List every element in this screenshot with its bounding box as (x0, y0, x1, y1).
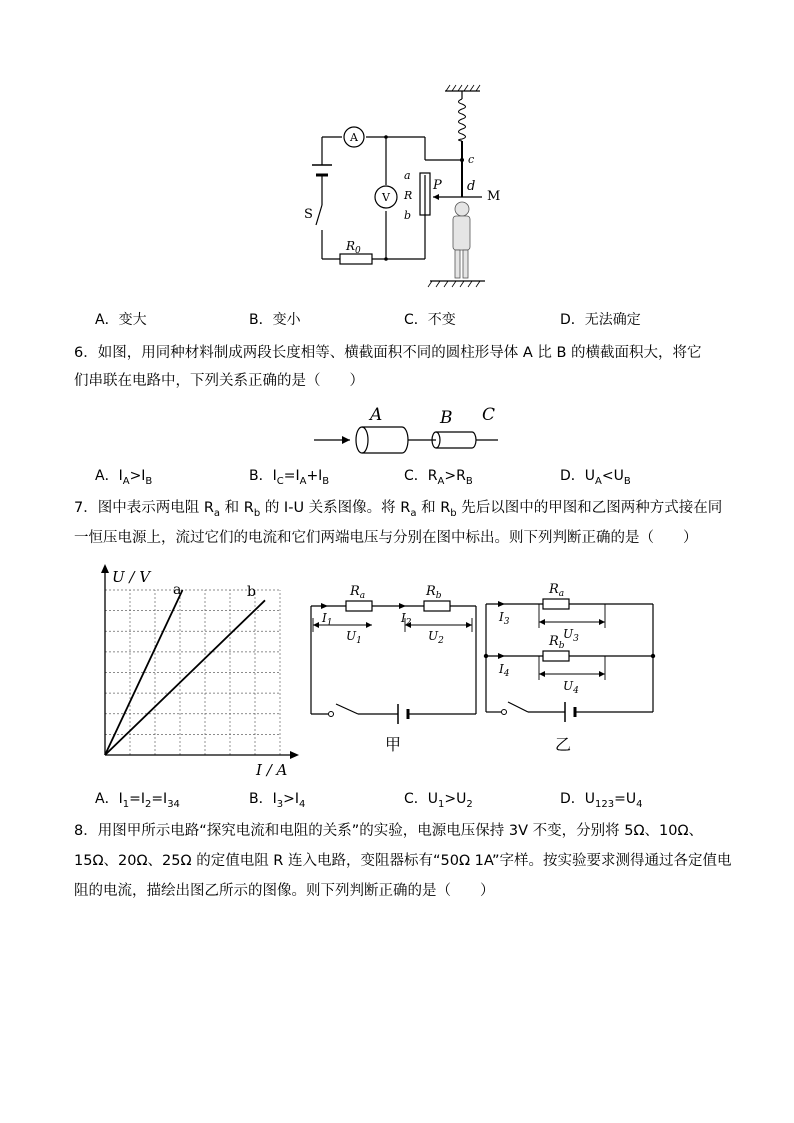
jia-caption: 甲 (385, 735, 402, 754)
label-p: P (433, 178, 442, 193)
voltmeter-label: V (382, 191, 390, 204)
r0-label: $R_0$ (346, 239, 361, 256)
switch-label: S (304, 207, 313, 222)
u2-label: $U_2$ (428, 629, 444, 646)
x-axis-label: I / A (256, 761, 288, 779)
i2-label: $I_2$ (401, 611, 412, 628)
rb-label-yi: $R_b$ (549, 634, 565, 651)
q6-option-b[interactable]: B．$I_C=I_A+I_B$ (249, 468, 330, 487)
label-B: B (440, 408, 453, 428)
i1-label: $I_1$ (322, 611, 333, 628)
q7-option-b[interactable]: B．$I_3>I_4$ (249, 791, 306, 810)
arrow-icon (342, 436, 350, 444)
q7-option-a[interactable]: A．$I_1=I_2=I_{34}$ (95, 791, 180, 810)
circuit-yi (483, 578, 663, 753)
q6-option-a[interactable]: A．$I_A>I_B$ (95, 468, 153, 487)
label-b: b (404, 209, 412, 222)
q8-stem-line2: 15Ω、20Ω、25Ω 的定值电阻 R 连入电路，变阻器标有“50Ω 1A”字样。按实验要求测得通过各定值电 (74, 853, 732, 869)
q5-option-c[interactable]: C．不变 (404, 312, 456, 328)
label-r: R (404, 189, 413, 202)
series-label-a: a (173, 582, 182, 598)
series-line-b (105, 600, 265, 755)
y-axis-label: U / V (112, 568, 151, 586)
q5-option-b[interactable]: B．变小 (249, 312, 301, 328)
ammeter-label: A (350, 131, 358, 144)
q5-option-d[interactable]: D．无法确定 (560, 312, 641, 328)
label-C: C (482, 405, 496, 425)
u3-label: $U_3$ (563, 627, 579, 644)
q7-option-c[interactable]: C．$U_1>U_2$ (404, 791, 473, 810)
q6-stem-line2: 们串联在电路中，下列关系正确的是（ ） (74, 373, 364, 389)
circuit-jia (308, 578, 483, 753)
q6-conductor-figure (310, 400, 510, 460)
series-label-b: b (247, 584, 256, 600)
label-c: c (468, 153, 475, 166)
label-A: A (370, 405, 383, 425)
q6-option-c[interactable]: C．$R_A>R_B$ (404, 468, 473, 487)
y-axis-arrow-icon (101, 564, 109, 573)
q7-stem-line1: 7．图中表示两电阻 $R_a$ 和 $R_b$ 的 I-U 关系图像。将 $R_a$ 和 $R_b$ 先后以图中的甲图和乙图两种方式接在同 (74, 500, 723, 519)
q5-option-a[interactable]: A．变大 (95, 312, 147, 328)
label-m: M (487, 189, 501, 204)
q6-stem-line1: 6．如图，用同种材料制成两段长度相等、横截面积不同的圆柱形导体 A 比 B 的横截面积大，将它 (74, 345, 702, 361)
rb-label: $R_b$ (426, 584, 442, 601)
q6-option-d[interactable]: D．$U_A<U_B$ (560, 468, 631, 487)
x-axis-arrow-icon (290, 751, 299, 759)
ra-label-yi: $R_a$ (549, 582, 565, 599)
q7-option-d[interactable]: D．$U_{123}=U_4$ (560, 791, 643, 810)
label-a: a (404, 169, 411, 182)
label-d: d (467, 179, 476, 194)
ra-label: $R_a$ (350, 584, 366, 601)
person-figure (453, 202, 470, 278)
yi-caption: 乙 (555, 735, 572, 754)
i4-label: $I_4$ (499, 662, 510, 679)
spring-icon (459, 99, 466, 141)
q8-stem-line3: 阻的电流，描绘出图乙所示的图像。则下列判断正确的是（ ） (74, 883, 495, 899)
ui-graph (90, 562, 300, 782)
q5-circuit-figure (300, 85, 510, 290)
q8-stem-line1: 8．用图甲所示电路“探究电流和电阻的关系”的实验，电源电压保持 3V 不变，分别将 5Ω、10Ω、 (74, 823, 704, 839)
u1-label: $U_1$ (346, 629, 362, 646)
q7-stem-line2: 一恒压电源上，流过它们的电流和它们两端电压与分别在图中标出。则下列判断正确的是（ ） (74, 530, 698, 546)
i3-label: $I_3$ (499, 610, 510, 627)
u4-label: $U_4$ (563, 679, 579, 696)
